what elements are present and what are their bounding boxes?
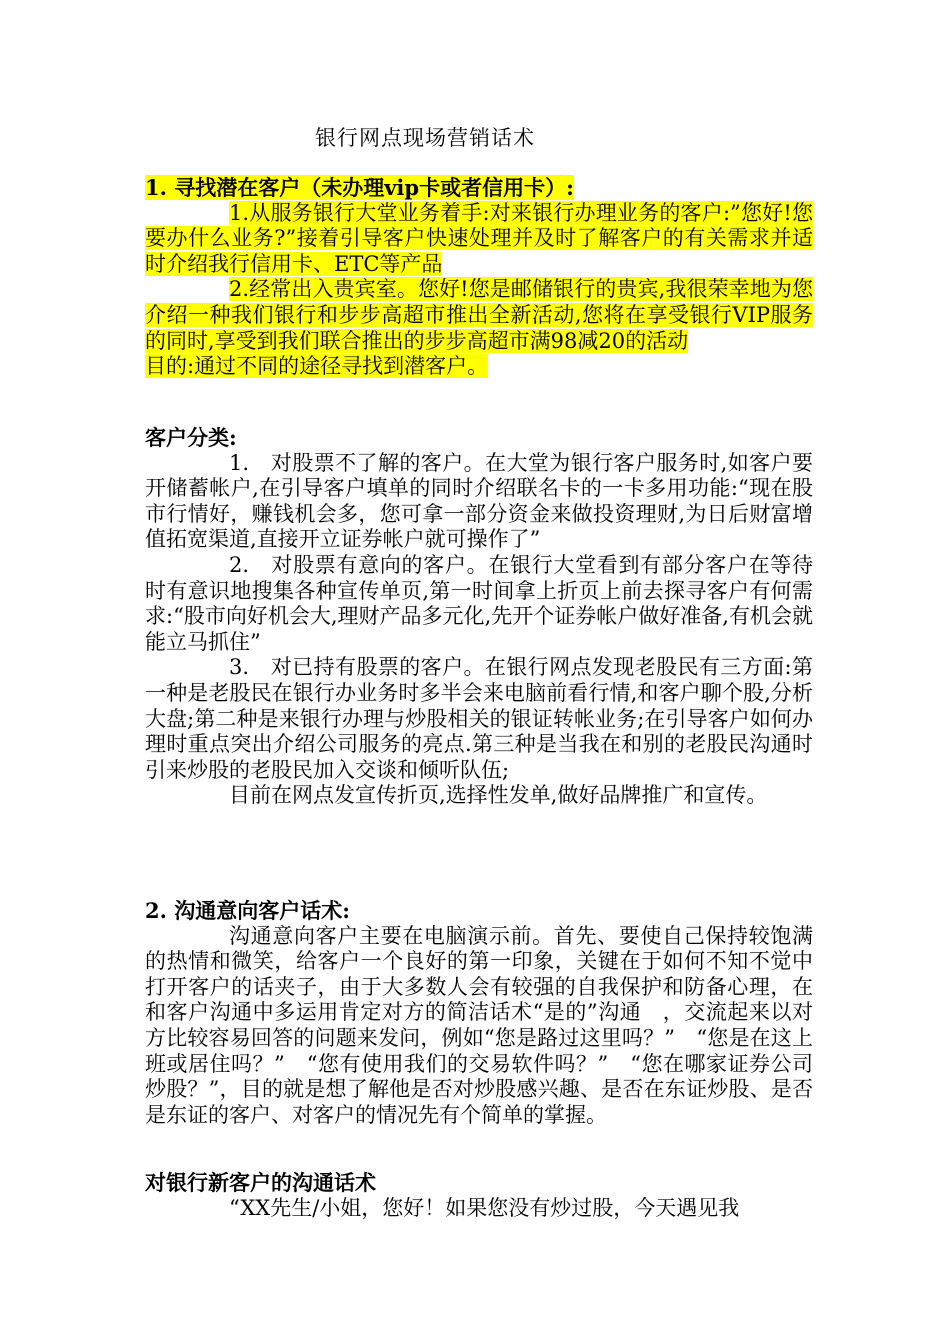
section-heading xyxy=(145,175,813,201)
paragraph xyxy=(145,277,813,354)
section-heading: 客户分类: xyxy=(145,425,237,450)
highlighted-text: 1.从服务银行大堂业务着手:对来银行办理业务的客户:”您好!您要办什么业务?”接着引导客户快速处理并及时了解客户的有关需求并适时介绍我行信用卡、ETC等产品 xyxy=(145,200,813,276)
paragraph: 目前在网点发宣传折页,选择性发单,做好品牌推广和宣传。 xyxy=(229,783,768,808)
section-communication xyxy=(145,898,813,1128)
section-classification xyxy=(145,425,813,809)
paragraph: 2. 对股票有意向的客户。在银行大堂看到有部分客户在等待时有意识地搜集各种宣传单页,第一时间拿上折页上前去探寻客户有何需求:“股市向好机会大,理财产品多元化,先开个证券帐户做好准备,有机会就能立马抓住” xyxy=(145,552,813,654)
section-find-customers xyxy=(145,175,813,380)
paragraph: 1. 对股票不了解的客户。在大堂为银行客户服务时,如客户要开储蓄帐户,在引导客户填单的同时介绍联名卡的一卡多用功能:“现在股市行情好，赚钱机会多，您可拿一部分资金来做投资理财,为日后财富增值拓宽渠道,直接开立证券帐户就可操作了” xyxy=(145,450,813,552)
section-heading: 对银行新客户的沟通话术 xyxy=(145,1170,376,1195)
section-heading: 2. 沟通意向客户话术: xyxy=(145,898,350,923)
paragraph: “XX先生/小姐，您好！如果您没有炒过股，今天遇见我 xyxy=(229,1195,740,1220)
paragraph: 3. 对已持有股票的客户。在银行网点发现老股民有三方面:第一种是老股民在银行办业务时多半会来电脑前看行情,和客户聊个股,分析大盘;第二种是来银行办理与炒股相关的银证转帐业务;在引导客户如何办理时重点突出介绍公司服务的亮点.第三种是当我在和别的老股民沟通时引来炒股的老股民加入交谈和倾听队伍; xyxy=(145,655,813,782)
paragraph xyxy=(145,354,813,380)
paragraph xyxy=(145,201,813,278)
highlighted-text: 2.经常出入贵宾室。您好!您是邮储银行的贵宾,我很荣幸地为您介绍一种我们银行和步步高超市推出全新活动,您将在享受银行VIP服务的同时,享受到我们联合推出的步步高超市满98减20的活动 xyxy=(145,277,813,353)
highlighted-heading: 1. 寻找潜在客户（未办理vip卡或者信用卡）: xyxy=(145,175,574,200)
highlighted-text: 目的:通过不同的途径寻找到潜客户。 xyxy=(145,354,489,379)
section-new-customers xyxy=(145,1170,813,1221)
page-title: 银行网点现场营销话术 xyxy=(315,126,535,150)
paragraph: 沟通意向客户主要在电脑演示前。首先、要使自己保持较饱满的热情和微笑，给客户一个良好的第一印象，关键在于如何不知不觉中打开客户的话夹子，由于大多数人会有较强的自我保护和防备心理，在和客户沟通中多运用肯定对方的简洁话术“是的”沟通 ，交流起来以对方比较容易回答的问题来发问，例如“您是路过这里吗？” “您是在这上班或居住吗？” “您有使用我们的交易软件吗？” “您在哪家证券公司炒股？”，目的就是想了解他是否对炒股感兴趣、是否在东证炒股、是否是东证的客户、对客户的情况先有个简单的掌握。 xyxy=(145,923,813,1127)
